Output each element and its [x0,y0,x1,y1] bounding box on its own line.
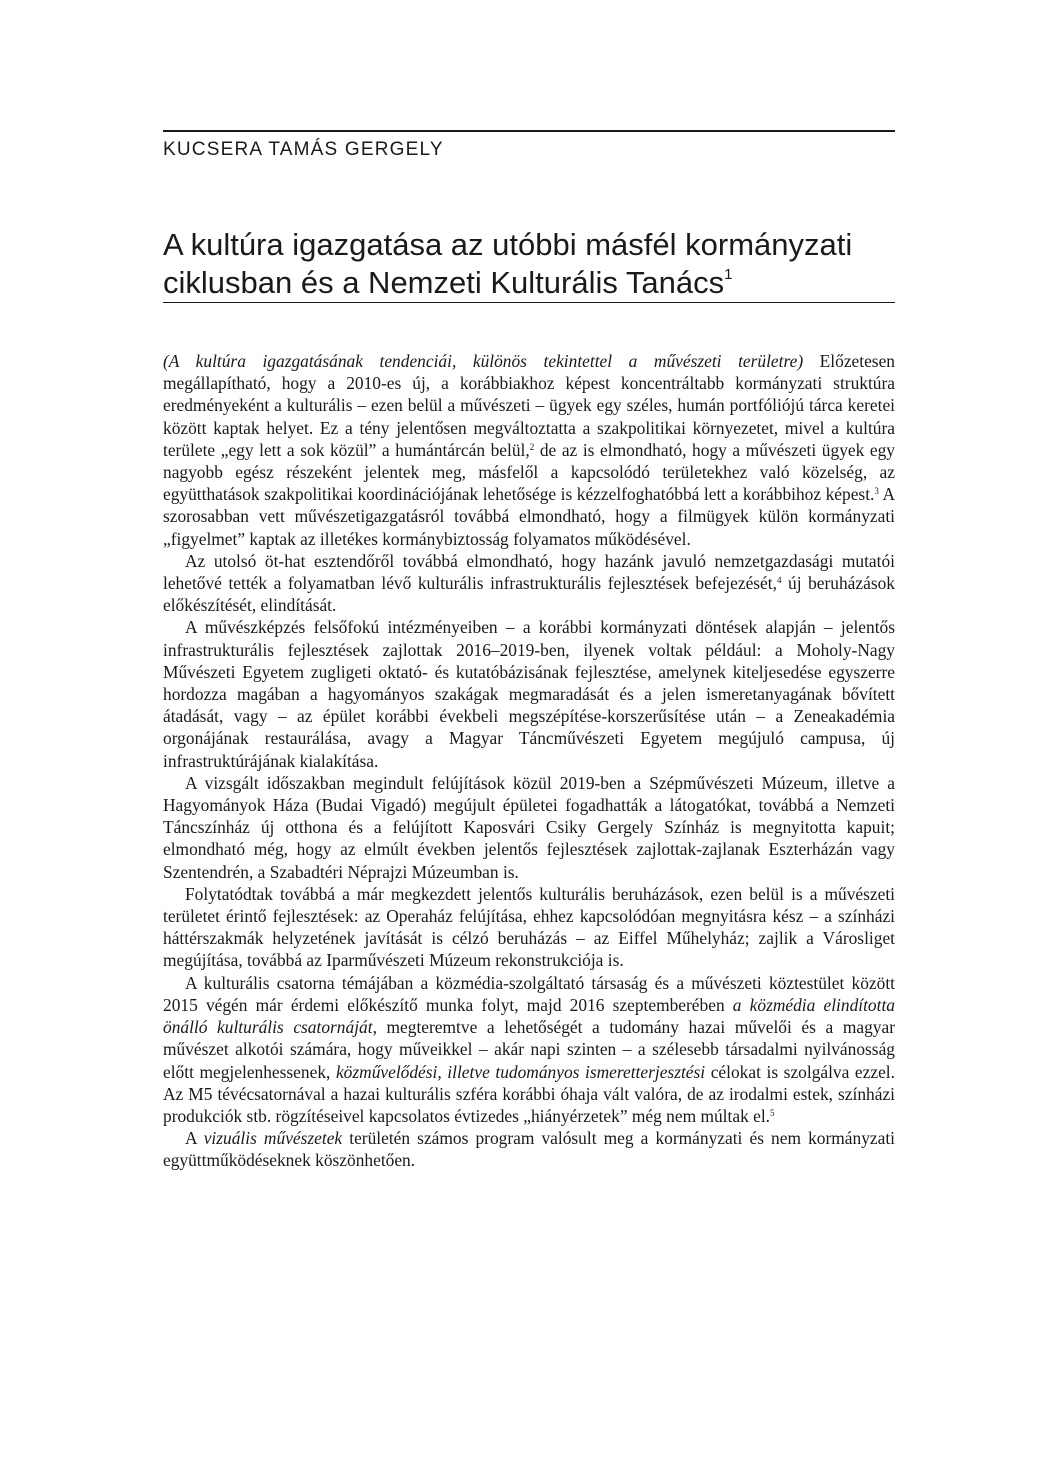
paragraph-1 [163,350,895,550]
paragraph-3: A művészképzés felsőfokú intézményeiben – a korábbi kormányzati döntések alapján – jelentős infrastrukturális fejlesztések zajlottak 2016–2019-ben, ilyenek voltak például: a Moholy-Nagy Művészeti Egyetem zugligeti oktató- és kutatóbázisának fejlesztése, amelynek kiteljesedése egyszerre hordozza magában a hagyományos szakágak megmaradását és a jelen ismeretanyagának bővített átadását, vagy – az épület korábbi évekbeli megszépítése-korszerűsítése után – a Zeneakadémia orgonájának restaurálása, avagy a Magyar Táncművészeti Egyetem megújuló campusa, új infrastruktúrájának kialakítása. [163,617,895,771]
paragraph-1-text-b: de az is elmondható, hogy a művészeti ügyek egy nagyobb egész részeként jelentek meg, másfelől a kapcsolódó területekhez való közelség, az együtthatások szakpolitikai koordinációjának lehetősége is kézzelfoghatóbbá lett a korábbihoz képest. [163,439,895,505]
article-body [163,350,895,1172]
article-title [163,226,903,302]
paragraph-6-italic-b: közművelődési, illetve tudományos ismeretterjesztési [335,1061,706,1082]
paragraph-1-text-c: A szorosabban vett művészetigazgatásról továbbá elmondható, hogy a filmügyek külön kormányzati „figyelmet” kaptak az illetékes kormánybiztosság folyamatos működésével. [163,484,896,549]
header-rule [163,130,895,132]
paragraph-7 [163,1127,895,1171]
paragraph-6-italic-a: a közmédia elindította önálló kulturális csatornáját [163,994,895,1038]
paragraph-4: A vizsgált időszakban megindult felújítások közül 2019-ben a Szépművészeti Múzeum, illetve a Hagyományok Háza (Budai Vigadó) megújult épületei fogadhatták a látogatókat, továbbá a Nemzeti Táncszínház új otthona és a felújított Kaposvári Csiky Gergely Színház is megnyitotta kapuit; elmondható még, hogy az elmúlt években jelentős fejlesztések zajlottak-zajlanak Eszterházán vagy Szentendrén, a Szabadtéri Néprajzi Múzeumban is. [163,772,895,882]
lead-italic: (A kultúra igazgatásának tendenciái, különös tekintettel a művészeti területre) [163,351,804,371]
paragraph-2-text-a: Az utolsó öt-hat esztendőről továbbá elmondható, hogy hazánk javuló nemzetgazdasági mutatói lehetővé tették a folyamatban lévő kulturális infrastrukturális fejlesztések befejezését, [163,550,895,594]
paragraph-2 [163,550,895,617]
paragraph-7-text-b: területén számos program valósult meg a kormányzati és nem kormányzati együttműködéseknek köszönhetően. [163,1128,896,1171]
footnote-marker-2: 2 [529,441,535,452]
footnote-marker-3: 3 [874,486,879,497]
footnote-marker-4: 4 [776,575,782,586]
author-name: KUCSERA TAMÁS GERGELY [163,139,444,160]
title-rule [163,302,895,303]
title-footnote-marker: 1 [724,266,733,283]
paragraph-6-text-a: A kulturális csatorna témájában a közmédia-szolgáltató társaság és a művészeti köztestület között 2015 végén már érdemi előkészítő munka folyt, majd 2016 szeptemberében [163,972,895,1015]
title-line-1: A kultúra igazgatása az utóbbi másfél kormányzati [163,227,853,262]
paragraph-2-text-b: új beruházások előkészítését, elindítását. [163,573,895,616]
paragraph-6-text-b: , megteremtve a lehetőségét a tudomány hazai művelői és a magyar művészet alkotói számára, hogy műveikkel – akár napi szinten – a szélesebb társadalmi nyilvánosság előtt megjelenhessenek, [163,1017,895,1082]
paragraph-6-text-c: célokat is szolgálva ezzel. Az M5 tévécsatornával a hazai kulturális szféra korábbi óhaja vált valóra, de az irodalmi estek, színházi produkciók stb. rögzítéseivel kapcsolatos évtizedes „hiányérzetek” még nem múltak el. [163,1061,895,1126]
footnote-marker-5: 5 [770,1107,775,1118]
paragraph-6 [163,972,895,1127]
paragraph-5: Folytatódtak továbbá a már megkezdett jelentős kulturális beruházások, ezen belül is a művészeti területet érintő fejlesztések: az Operaház felújítása, ehhez kapcsolódóan megnyitásra kész – a színházi háttérszakmák helyzetének javítását is célzó beruházás – az Eiffel Műhelyház; zajlik a Városliget megújítása, továbbá az Iparművészeti Múzeum rekonstrukciója is. [163,883,895,971]
title-line-2: ciklusban és a Nemzeti Kulturális Tanács [163,265,725,300]
paragraph-1-text-a: Előzetesen megállapítható, hogy a 2010-es új, a korábbiakhoz képest koncentráltabb kormányzati struktúra eredményeként a kulturális – ezen belül a művészeti – ügyek egy széles, humán portfóliójú tárca keretei között kaptak helyet. Ez a tény jelentősen megváltoztatta a szakpolitikai környezetet, mivel a kultúra területe „egy lett a sok közül” a humántárcán belül, [163,351,895,460]
paragraph-7-text-a: A [185,1128,204,1149]
paragraph-7-italic-a: vizuális művészetek [203,1128,343,1149]
